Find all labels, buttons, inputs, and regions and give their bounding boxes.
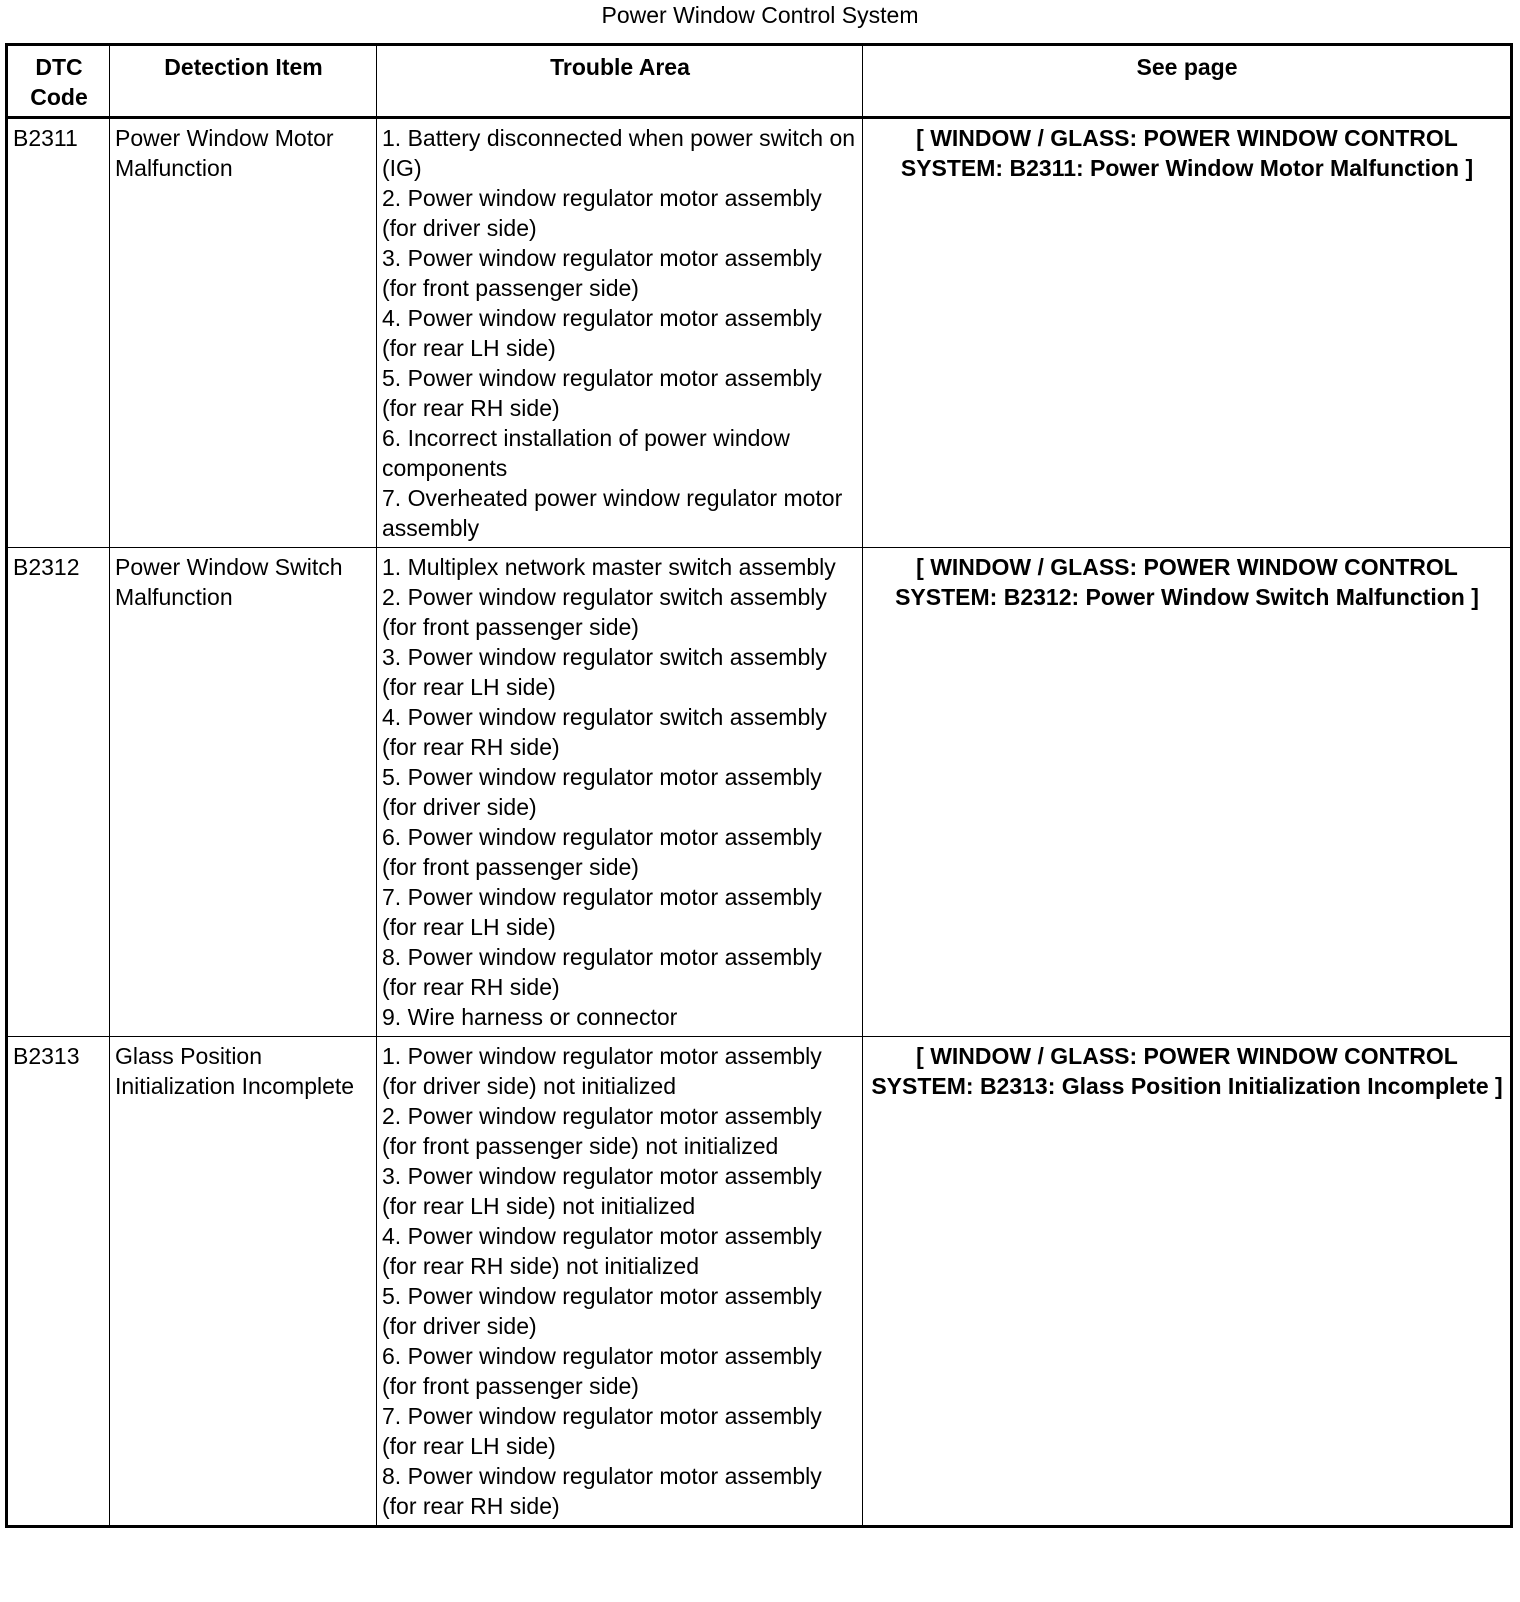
trouble-area-item: 7. Overheated power window regulator motor assembly [382, 485, 843, 541]
detection-item-cell: Glass Position Initialization Incomplete [110, 1037, 377, 1527]
trouble-area-item: 4. Power window regulator switch assembly (for rear RH side) [382, 704, 827, 760]
dtc-code-cell: B2312 [7, 548, 110, 1037]
trouble-area-item: 3. Power window regulator switch assembly (for rear LH side) [382, 644, 827, 700]
trouble-area-cell [377, 548, 863, 1037]
trouble-area-item: 1. Power window regulator motor assembly (for driver side) not initialized [382, 1043, 822, 1099]
header-trouble-area: Trouble Area [377, 45, 863, 118]
trouble-area-item: 8. Power window regulator motor assembly (for rear RH side) [382, 1463, 822, 1519]
detection-item-cell: Power Window Switch Malfunction [110, 548, 377, 1037]
header-dtc-code: DTC Code [7, 45, 110, 118]
dtc-code-cell: B2311 [7, 118, 110, 548]
trouble-area-item: 5. Power window regulator motor assembly (for driver side) [382, 764, 822, 820]
trouble-area-item: 6. Power window regulator motor assembly (for front passenger side) [382, 1343, 822, 1399]
page-title: Power Window Control System [601, 2, 919, 28]
trouble-area-item: 2. Power window regulator motor assembly (for driver side) [382, 185, 822, 241]
trouble-area-item: 1. Battery disconnected when power switch on (IG) [382, 125, 856, 181]
dtc-code-cell: B2313 [7, 1037, 110, 1527]
trouble-area-item: 3. Power window regulator motor assembly (for front passenger side) [382, 245, 822, 301]
table-row [7, 1037, 1512, 1527]
header-see-page: See page [863, 45, 1512, 118]
trouble-area-item: 8. Power window regulator motor assembly (for rear RH side) [382, 944, 822, 1000]
trouble-area-item: 4. Power window regulator motor assembly (for rear RH side) not initialized [382, 1223, 822, 1279]
trouble-area-item: 5. Power window regulator motor assembly (for rear RH side) [382, 365, 822, 421]
header-detection-item: Detection Item [110, 45, 377, 118]
trouble-area-item: 7. Power window regulator motor assembly (for rear LH side) [382, 1403, 822, 1459]
trouble-area-item: 9. Wire harness or connector [382, 1004, 678, 1030]
table-row [7, 118, 1512, 548]
trouble-area-item: 4. Power window regulator motor assembly (for rear LH side) [382, 305, 822, 361]
trouble-area-item: 6. Incorrect installation of power window components [382, 425, 790, 481]
trouble-area-item: 6. Power window regulator motor assembly (for front passenger side) [382, 824, 822, 880]
table-header-row [7, 45, 1512, 118]
see-page-link[interactable]: [ WINDOW / GLASS: POWER WINDOW CONTROL SYSTEM: B2313: Glass Position Initialization Incomplete ] [863, 1037, 1512, 1527]
trouble-area-item: 2. Power window regulator switch assembly (for front passenger side) [382, 584, 827, 640]
trouble-area-cell [377, 1037, 863, 1527]
trouble-area-item: 3. Power window regulator motor assembly (for rear LH side) not initialized [382, 1163, 822, 1219]
table-body [7, 118, 1512, 1527]
dtc-table [5, 43, 1513, 1528]
table-row [7, 548, 1512, 1037]
trouble-area-item: 7. Power window regulator motor assembly (for rear LH side) [382, 884, 822, 940]
trouble-area-cell [377, 118, 863, 548]
see-page-link[interactable]: [ WINDOW / GLASS: POWER WINDOW CONTROL SYSTEM: B2311: Power Window Motor Malfunction ] [863, 118, 1512, 548]
see-page-link[interactable]: [ WINDOW / GLASS: POWER WINDOW CONTROL SYSTEM: B2312: Power Window Switch Malfunction ] [863, 548, 1512, 1037]
detection-item-cell: Power Window Motor Malfunction [110, 118, 377, 548]
trouble-area-item: 2. Power window regulator motor assembly (for front passenger side) not initialized [382, 1103, 822, 1159]
trouble-area-item: 5. Power window regulator motor assembly (for driver side) [382, 1283, 822, 1339]
trouble-area-item: 1. Multiplex network master switch assembly [382, 554, 836, 580]
